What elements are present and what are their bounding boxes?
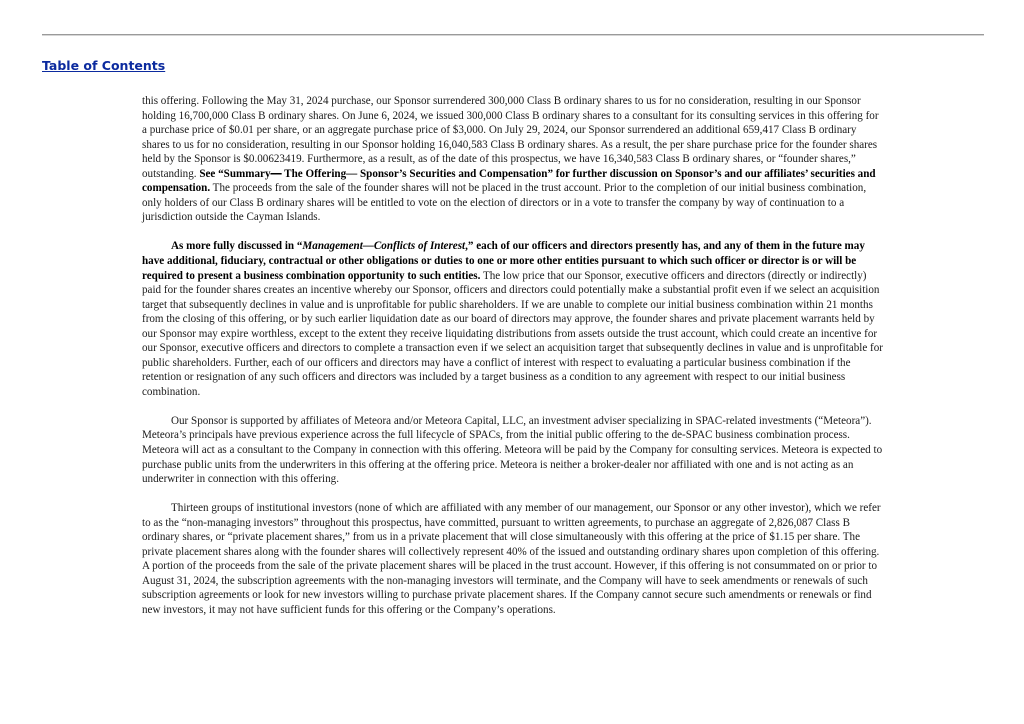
conflicts-emphasis: As more fully discussed in “Management—Conflicts of Interest,” each of our officers and directors presently has, and any of them in the future may have additional, fiduciary, contractual or other obligations or duties to one or more other entities pursuant to which such officer or director is or will be required to present a business combination opportunity to such entities. (142, 240, 865, 282)
summary-reference: See “Summary— The Offering— Sponsor’s Securities and Compensation” for further discussion on Sponsor’s and our affiliates’ securities and compensation. (142, 167, 876, 195)
paragraph-meteora: Our Sponsor is supported by affiliates of Meteora and/or Meteora Capital, LLC, an investment adviser specializing in SPAC-related investments (“Meteora”). Meteora’s principals have previous experience across the full lifecycle of SPACs, from the initial public offering to the de-SPAC business combination process. Meteora will act as a consultant to the Company in connection with this offering. Meteora will be paid by the Company for consulting services. Meteora is expected to purchase public units from the underwriters in this offering at the offering price. Meteora is neither a broker-dealer nor affiliated with one and is not acting as an underwriter in connection with this offering. (142, 414, 883, 486)
top-divider (42, 34, 984, 36)
paragraph-founder-shares: this offering. Following the May 31, 2024 purchase, our Sponsor surrendered 300,000 Class B ordinary shares to us for no consideration, resulting in our Sponsor holding 16,700,000 Class B ordinary shares. On June 6, 2024, we issued 300,000 Class B ordinary shares to a consultant for its consulting services in this offering for a purchase price of $0.01 per share, or an aggregate purchase price of $3,000. On July 29, 2024, our Sponsor surrendered an additional 659,417 Class B ordinary shares to us for no consideration, resulting in our Sponsor holding 16,040,583 Class B ordinary shares. As a result, the per share purchase price for the founder shares held by the Sponsor is $0.00623419. Furthermore, as a result, as of the date of this prospectus, we have 16,340,583 Class B ordinary shares, or “founder shares,” outstanding. See “Summary— The Offering— Sponsor’s Securities and Compensation” for further discussion on Sponsor’s and our affiliates’ securities and compensation. The proceeds from the sale of the founder shares will not be placed in the trust account. Prior to the completion of our initial business combination, only holders of our Class B ordinary shares will be entitled to vote on the election of directors or in a vote to transfer the company by way of continuation to a jurisdiction outside the Cayman Islands. (142, 95, 879, 224)
paragraph-non-managing-investors: Thirteen groups of institutional investors (none of which are affiliated with any member of our management, our Sponsor or any other investor), which we refer to as the “non-managing investors” throughout this prospectus, have committed, pursuant to written agreements, to purchase an aggregate of 2,826,087 Class B ordinary shares, or “private placement shares,” from us in a private placement that will close simultaneously with this offering at the price of $1.15 per share. The private placement shares along with the founder shares will collectively represent 40% of the issued and outstanding ordinary shares upon completion of this offering. A portion of the proceeds from the sale of the private placement shares will be placed in the trust account. However, if this offering is not consummated on or prior to August 31, 2024, the subscription agreements with the non-managing investors will terminate, and the Company will have to seek amendments or renewals of such subscription agreements or look for new investors willing to purchase private placement shares. If the Company cannot secure such amendments or renewals or find new investors, it may not have sufficient funds for this offering or the Company’s operations. (142, 502, 881, 616)
table-of-contents-link[interactable]: Table of Contents (42, 58, 166, 73)
document-body (142, 94, 884, 632)
paragraph-conflicts-of-interest: As more fully discussed in “Management—Conflicts of Interest,” each of our officers and directors presently has, and any of them in the future may have additional, fiduciary, contractual or other obligations or duties to one or more other entities pursuant to which such officer or director is or will be required to present a business combination opportunity to such entities. The low price that our Sponsor, executive officers and directors (directly or indirectly) paid for the founder shares creates an incentive whereby our Sponsor, officers and directors could potentially make a substantial profit even if we select an acquisition target that subsequently declines in value and is unprofitable for public shareholders. If we are unable to complete our initial business combination within 21 months from the closing of this offering, or by such earlier liquidation date as our board of directors may approve, the founder shares and private placement warrants held by our Sponsor may expire worthless, except to the extent they receive liquidating distributions from assets outside the trust account, which could create an incentive for our Sponsor, executive officers and directors to complete a transaction even if we select an acquisition target that subsequently declines in value and is unprofitable for public shareholders. Further, each of our officers and directors may have a conflict of interest with respect to evaluating a particular business combination if the retention or resignation of any such officers and directors was included by a target business as a condition to any agreement with respect to our initial business combination. (142, 240, 883, 398)
